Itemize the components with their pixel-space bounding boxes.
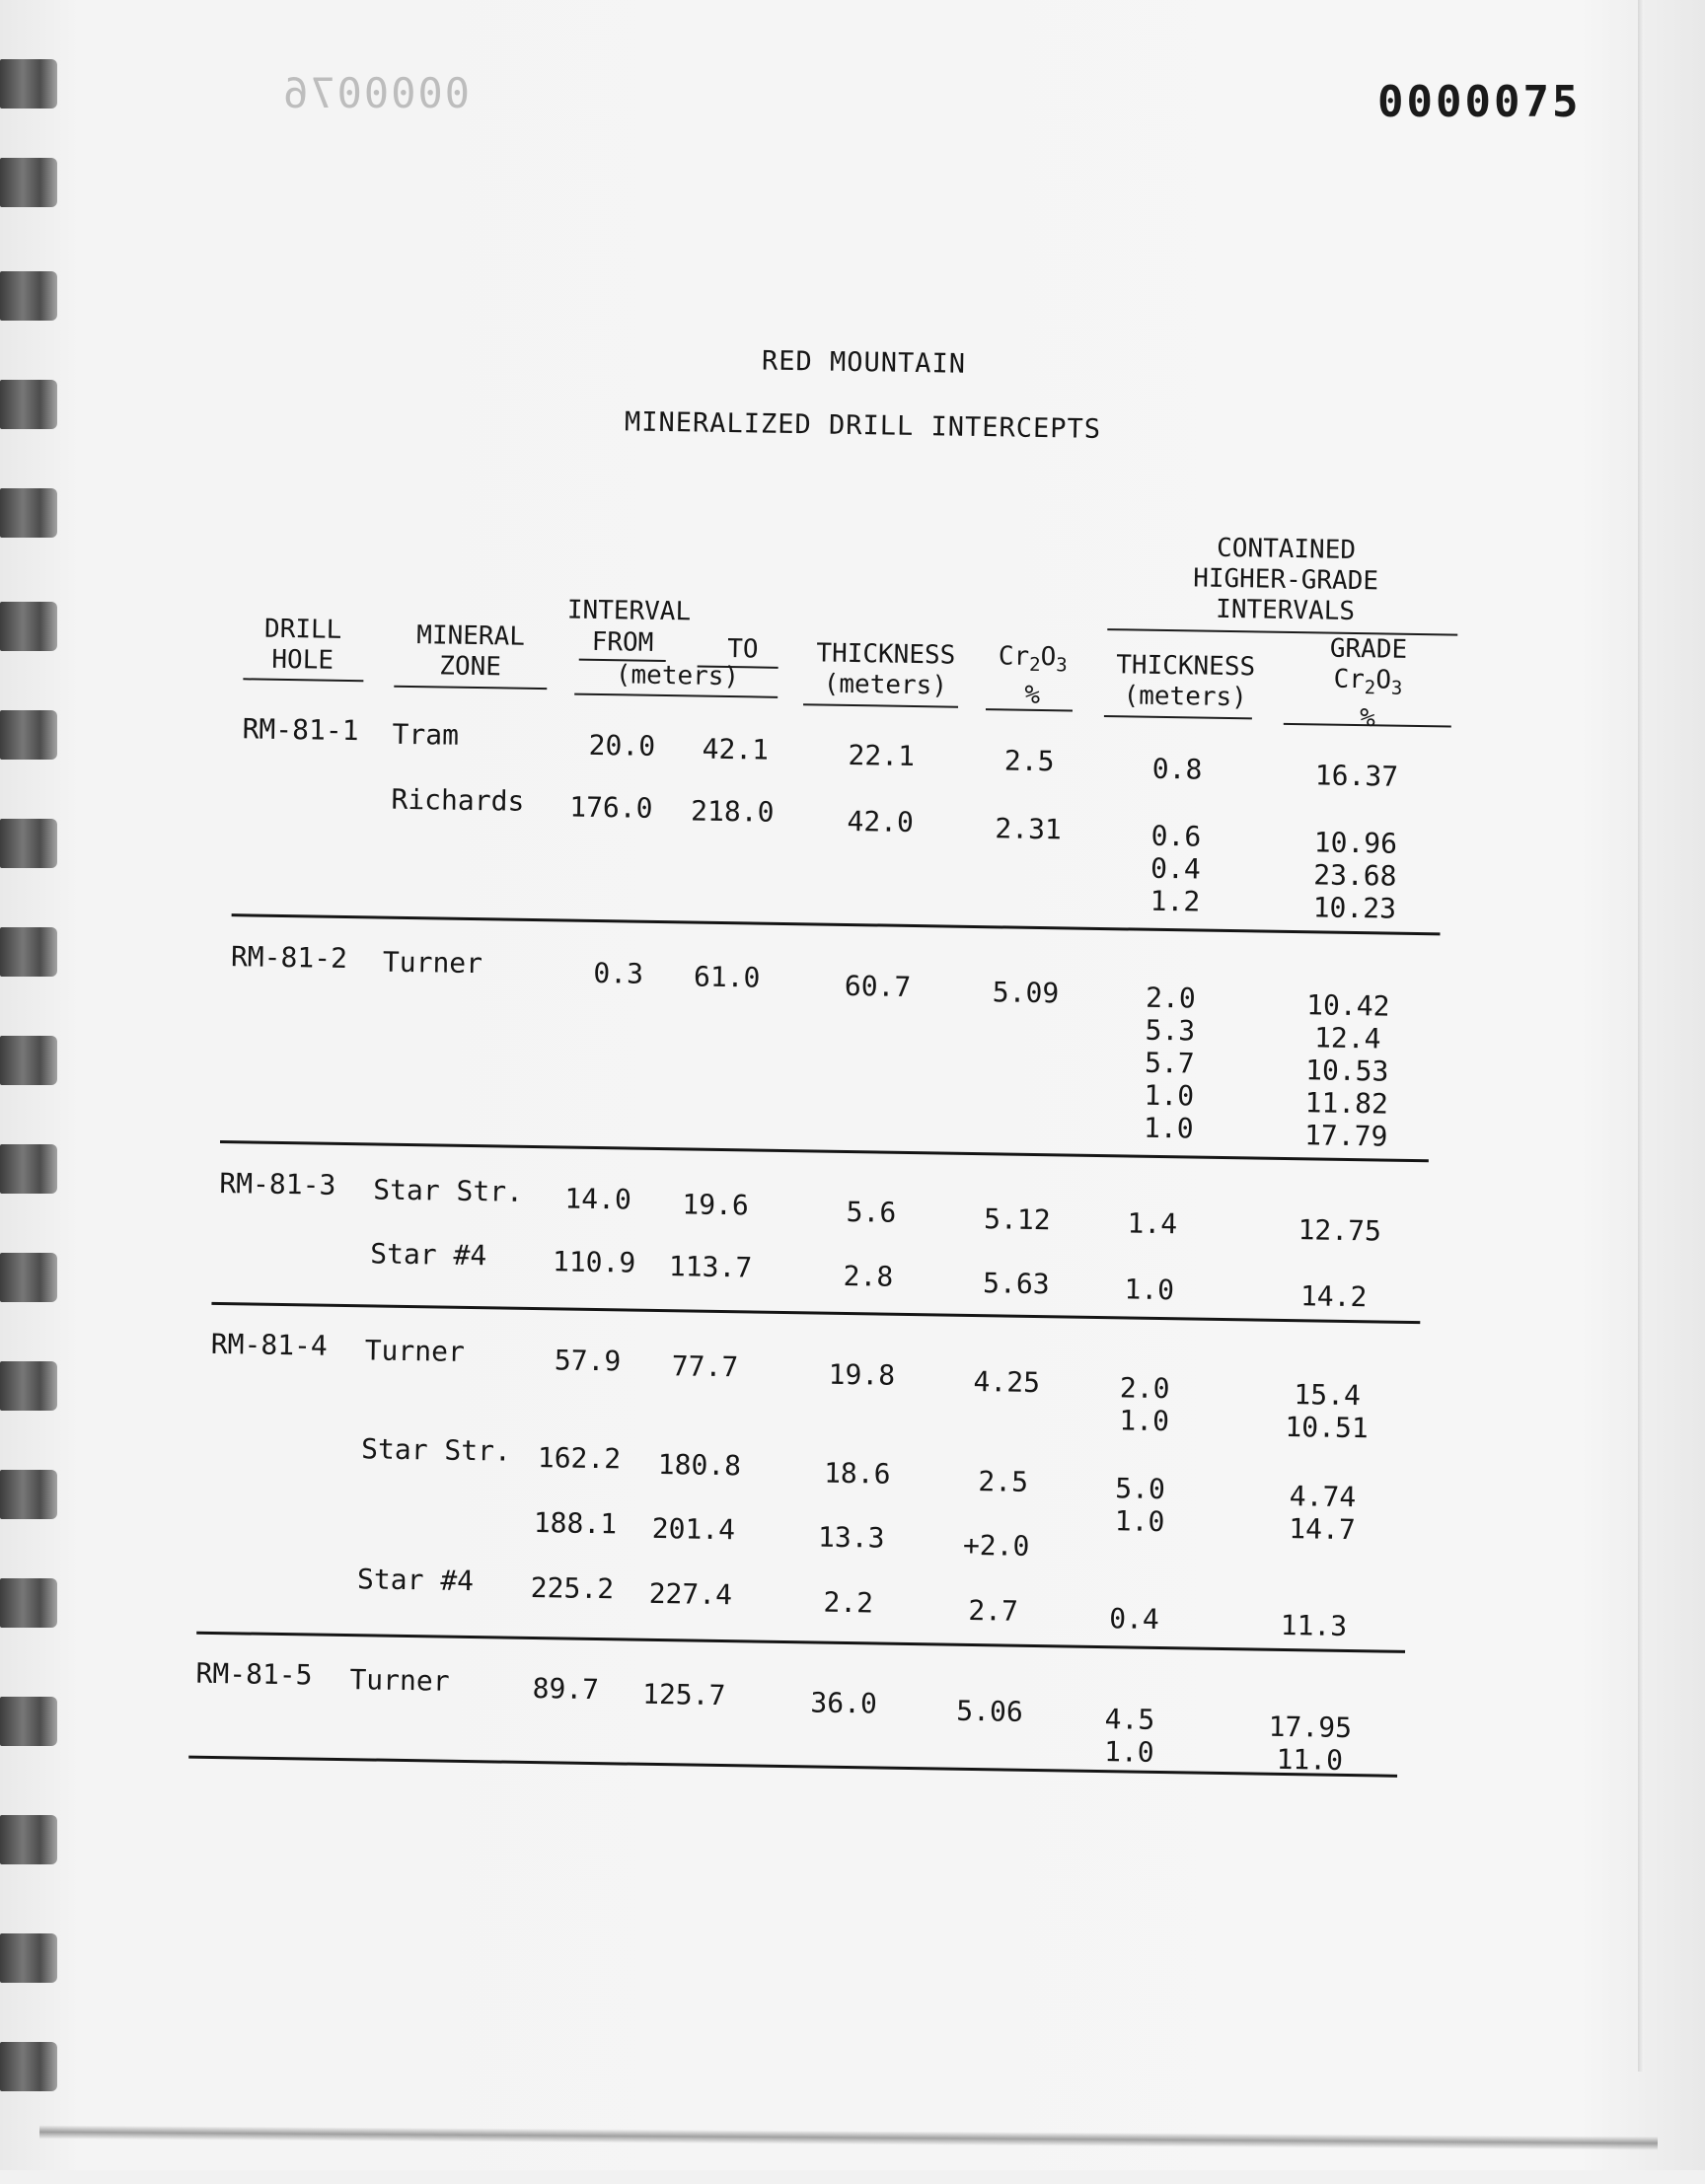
header-text: % — [1024, 680, 1041, 710]
row-separator — [232, 913, 1441, 935]
cell-zone: Turner — [364, 1334, 466, 1368]
hg-thickness-value: 0.8 — [1151, 752, 1203, 786]
formula-part: Cr — [998, 641, 1030, 672]
header-text: % — [1359, 703, 1375, 734]
cell-from: 188.1 — [533, 1506, 618, 1541]
cell-cr2o3: 2.7 — [968, 1593, 1019, 1628]
hg-grade-value: 10.96 — [1313, 826, 1398, 860]
header-interval-units: (meters) — [615, 660, 740, 692]
cell-cr2o3: 2.31 — [995, 812, 1063, 846]
cell-hg-thickness — [1118, 752, 1237, 786]
cell-drill-hole: RM-81-5 — [195, 1656, 313, 1692]
hg-thickness-value: 1.0 — [1103, 1735, 1154, 1769]
cell-hg-thickness — [1070, 1703, 1189, 1770]
header-text: ZONE — [439, 651, 502, 683]
cell-from: 0.3 — [593, 956, 644, 990]
cell-to: 19.6 — [682, 1188, 750, 1222]
hg-grade-value: 14.2 — [1299, 1279, 1368, 1314]
cell-thickness: 13.3 — [817, 1520, 885, 1555]
hg-grade-value: 17.79 — [1303, 1119, 1388, 1153]
cell-from: 162.2 — [537, 1441, 622, 1476]
hg-grade-value: 17.95 — [1268, 1710, 1353, 1745]
cell-from: 14.0 — [564, 1182, 632, 1216]
header-text: DRILL — [263, 614, 342, 645]
header-grade — [1308, 633, 1429, 735]
cell-thickness: 5.6 — [846, 1195, 897, 1229]
cell-hg-thickness — [1090, 1273, 1210, 1307]
cell-thickness: 36.0 — [810, 1686, 878, 1720]
cell-to: 42.1 — [702, 732, 770, 766]
cell-cr2o3: +2.0 — [962, 1528, 1030, 1563]
cell-cr2o3: 2.5 — [978, 1465, 1029, 1498]
hg-grade-value: 10.23 — [1312, 891, 1397, 925]
formula-part: O — [1375, 665, 1392, 695]
hg-thickness-value: 5.3 — [1145, 1013, 1196, 1048]
cell-zone: Turner — [382, 945, 483, 981]
cell-zone: Star #4 — [356, 1563, 475, 1598]
cell-zone: Star Str. — [360, 1432, 512, 1468]
header-text: (meters) — [823, 669, 948, 701]
cell-thickness: 19.8 — [828, 1357, 896, 1392]
row-separator — [220, 1140, 1429, 1162]
cell-to: 227.4 — [648, 1576, 733, 1612]
cell-hg-grade — [1274, 1279, 1393, 1314]
cell-from: 225.2 — [530, 1571, 615, 1606]
cell-thickness: 42.0 — [847, 804, 915, 839]
title-line-2: MINERALIZED DRILL INTERCEPTS — [624, 406, 1102, 445]
hg-thickness-value: 1.2 — [1149, 884, 1201, 918]
hg-thickness-value: 1.0 — [1119, 1404, 1170, 1438]
cell-from: 89.7 — [532, 1672, 600, 1707]
hg-thickness-value: 2.0 — [1145, 981, 1196, 1015]
hg-thickness-value: 5.0 — [1115, 1472, 1166, 1506]
cell-cr2o3: 5.63 — [982, 1267, 1050, 1301]
header-thickness — [801, 638, 970, 702]
hg-grade-value: 11.0 — [1276, 1742, 1344, 1777]
cell-thickness: 22.1 — [848, 738, 916, 773]
cell-to: 77.7 — [671, 1349, 739, 1384]
header-to: TO — [727, 634, 759, 665]
cell-hg-grade — [1296, 826, 1416, 925]
contained-header — [1151, 533, 1419, 628]
cell-to: 61.0 — [693, 960, 761, 994]
header-formula — [983, 641, 1082, 682]
header-underline — [1104, 715, 1252, 719]
cell-cr2o3: 2.5 — [1003, 744, 1055, 778]
header-cr2o3 — [983, 641, 1082, 712]
cell-hg-grade — [1297, 759, 1417, 793]
cell-zone: Turner — [349, 1663, 450, 1698]
header-underline — [394, 686, 547, 690]
hg-thickness-value: 1.4 — [1127, 1206, 1178, 1241]
cell-to: 201.4 — [651, 1511, 736, 1547]
header-underline — [803, 703, 958, 707]
cell-hg-thickness — [1075, 1602, 1194, 1637]
page-number: 0000075 — [1377, 77, 1582, 127]
cell-zone: Star #4 — [369, 1237, 487, 1273]
cell-zone: Tram — [392, 717, 460, 752]
header-text: THICKNESS — [1116, 650, 1256, 683]
header-text: GRADE — [1329, 633, 1408, 665]
hg-thickness-value: 2.0 — [1119, 1371, 1170, 1406]
hg-grade-value: 15.4 — [1294, 1378, 1362, 1413]
cell-from: 176.0 — [568, 790, 653, 825]
hg-thickness-value: 0.4 — [1149, 851, 1202, 886]
cell-zone: Star Str. — [373, 1173, 524, 1208]
hg-grade-value: 10.42 — [1305, 988, 1390, 1023]
row-separator — [196, 1632, 1405, 1653]
cell-hg-thickness — [1080, 1472, 1200, 1539]
header-from: FROM — [591, 626, 654, 658]
header-underline — [243, 678, 363, 682]
cell-cr2o3: 5.12 — [983, 1202, 1051, 1237]
row-separator — [188, 1756, 1397, 1778]
cell-to: 180.8 — [657, 1448, 742, 1483]
contained-header-line: CONTAINED — [1216, 533, 1357, 566]
cell-zone: Richards — [391, 782, 525, 818]
header-hg-thickness — [1101, 650, 1270, 714]
hg-thickness-value: 1.0 — [1143, 1111, 1194, 1145]
cell-to: 113.7 — [668, 1250, 753, 1284]
hg-thickness-value: 1.0 — [1124, 1273, 1175, 1307]
cell-hg-grade — [1287, 988, 1408, 1153]
bleed-through-page-number: 0000076 — [281, 69, 471, 117]
hg-grade-value: 16.37 — [1314, 759, 1399, 793]
row-separator — [211, 1302, 1420, 1324]
formula-subscript: 3 — [1390, 677, 1403, 699]
cell-to: 125.7 — [641, 1677, 726, 1712]
hg-thickness-value: 1.0 — [1144, 1078, 1195, 1113]
hg-thickness-value: 1.0 — [1114, 1504, 1165, 1539]
cell-hg-grade — [1250, 1710, 1370, 1777]
cell-from: 57.9 — [554, 1344, 622, 1378]
cell-drill-hole: RM-81-3 — [219, 1166, 336, 1201]
cell-hg-grade — [1254, 1609, 1373, 1643]
hg-grade-value: 11.3 — [1280, 1608, 1348, 1643]
hg-grade-value: 10.53 — [1304, 1054, 1389, 1088]
cell-hg-thickness — [1109, 981, 1230, 1145]
cell-thickness: 2.2 — [823, 1585, 874, 1620]
header-mineral-zone — [391, 620, 550, 685]
formula-part: Cr — [1333, 664, 1366, 695]
cell-cr2o3: 5.06 — [956, 1694, 1024, 1728]
title-line-1: RED MOUNTAIN — [761, 345, 967, 380]
header-text: THICKNESS — [816, 638, 956, 671]
cell-to: 218.0 — [690, 794, 775, 829]
hg-grade-value: 14.7 — [1289, 1512, 1356, 1547]
formula-subscript: 3 — [1056, 654, 1068, 677]
hg-thickness-value: 4.5 — [1104, 1703, 1155, 1736]
cell-from: 110.9 — [552, 1245, 636, 1279]
cell-hg-thickness — [1084, 1371, 1204, 1438]
hg-thickness-value: 0.6 — [1150, 819, 1202, 853]
formula-subscript: 2 — [1364, 677, 1376, 699]
cell-hg-grade — [1267, 1378, 1386, 1445]
header-underline — [986, 708, 1073, 711]
cell-thickness: 2.8 — [843, 1259, 894, 1293]
hg-grade-value: 23.68 — [1312, 858, 1397, 893]
header-text: HOLE — [271, 644, 334, 676]
cell-drill-hole: RM-81-4 — [210, 1327, 329, 1362]
header-underline — [574, 693, 778, 698]
cell-drill-hole: RM-81-1 — [242, 712, 359, 748]
contained-header-line: HIGHER-GRADE — [1192, 563, 1379, 597]
formula-part: O — [1040, 642, 1057, 673]
cell-from: 20.0 — [588, 728, 656, 763]
header-text: (meters) — [1123, 681, 1248, 713]
cell-hg-thickness — [1116, 819, 1236, 918]
contained-header-line: INTERVALS — [1215, 594, 1356, 626]
hg-grade-value: 11.82 — [1304, 1086, 1389, 1121]
header-text: MINERAL — [416, 620, 526, 652]
cell-hg-thickness — [1093, 1206, 1213, 1241]
cell-thickness: 18.6 — [823, 1456, 891, 1491]
header-interval: INTERVAL — [566, 595, 692, 627]
hg-grade-value: 12.4 — [1313, 1021, 1381, 1056]
cell-cr2o3: 5.09 — [992, 976, 1060, 1010]
cell-thickness: 60.7 — [844, 969, 912, 1003]
formula-subscript: 2 — [1028, 653, 1041, 677]
hg-thickness-value: 5.7 — [1144, 1046, 1195, 1080]
hg-grade-value: 4.74 — [1289, 1480, 1357, 1514]
hg-thickness-value: 0.4 — [1108, 1602, 1160, 1637]
hg-grade-value: 12.75 — [1297, 1213, 1382, 1248]
cell-hg-grade — [1263, 1480, 1382, 1547]
header-drill-hole — [238, 614, 367, 677]
cell-hg-grade — [1280, 1213, 1399, 1248]
header-formula — [1308, 664, 1428, 704]
cell-cr2o3: 4.25 — [973, 1365, 1041, 1400]
cell-drill-hole: RM-81-2 — [230, 940, 348, 976]
hg-grade-value: 10.51 — [1285, 1410, 1370, 1445]
